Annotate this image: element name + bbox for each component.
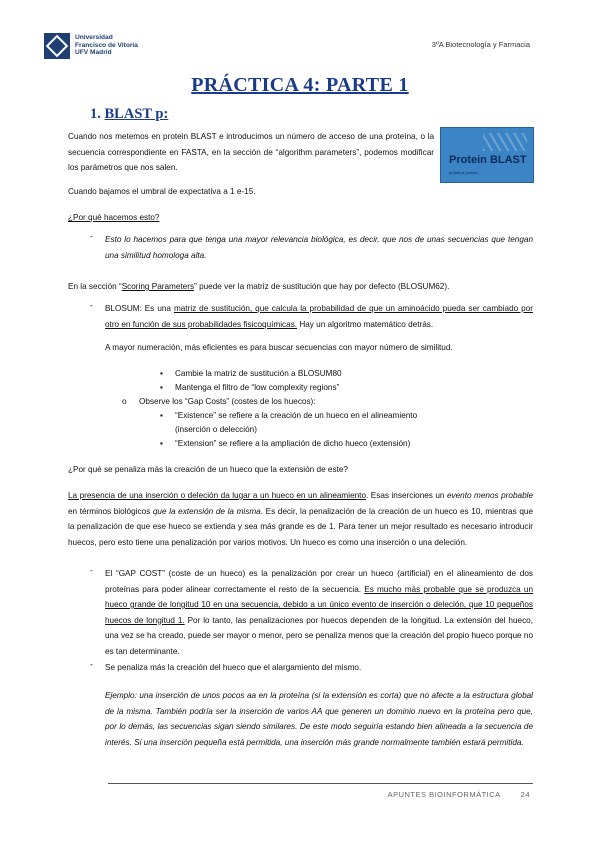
section-number: 1. (90, 106, 101, 122)
question-penalty: ¿Por qué se penaliza más la creación de un hueco que la extensión de este? (68, 465, 348, 474)
list-item: (inserción o delección) (175, 425, 257, 434)
list-item: Mantenga el filtro de “low complexity regions” (175, 383, 340, 392)
protein-blast-sublabel: protein ▸ protein (449, 170, 478, 175)
example-paragraph: Ejemplo: una inserción de unos pocos aa en la proteína (si la extensión es corta) que no afecte a la estructura global de la misma. También podría ser la inserción de varios AA que generen un dominio nuevo en la proteína pero que, por lo demás, las secuencias sigan siendo similares. De este modo seguiría estando bien alineada a la secuencia de interés. Si una inserción pequeña está permitida, una inserción más grande normalmente también estará permitida. (105, 691, 533, 747)
gap-cost-paragraph (105, 566, 533, 659)
logo-emblem-icon (44, 33, 70, 59)
square-bullet: ▪ (160, 439, 163, 448)
blosum-post: Hay un algoritmo matemático detrás. (297, 319, 434, 329)
bullet-dash: - (90, 232, 93, 241)
penalty-answer (68, 488, 533, 550)
logo-line-1: Universidad (75, 34, 113, 41)
list-item: Observe los “Gap Costs” (costes de los huecos): (139, 397, 316, 406)
blosum-paragraph (105, 301, 533, 332)
university-logo (44, 33, 159, 63)
blosum-pre: BLOSUM: Es una (105, 304, 174, 313)
gap-summary: Se penaliza más la creación del hueco que el alargamiento del mismo. (105, 663, 362, 672)
blosum-note: A mayor numeración, más eficientes es para buscar secuencias con mayor número de similitud. (105, 343, 453, 352)
logo-text (75, 34, 138, 57)
circle-bullet: o (122, 397, 127, 406)
scoring-pre: En la sección “ (68, 282, 122, 291)
bullet-dash: - (90, 566, 93, 575)
list-item: “Existence” se refiere a la creación de un hueco en el alineamiento (175, 411, 418, 420)
list-item: “Extension” se refiere a la ampliación de dicho hueco (extensión) (175, 439, 411, 448)
scoring-link: Scoring Parameters (121, 282, 195, 291)
gap-text: Por lo tanto, las penalizaciones por huecos dependen de la longitud. La extensión del hueco, una vez se ha creado, puede ser mayor o menor, pero se penaliza menos que la creación del propio hueco porque no es tan determinante. (105, 615, 533, 656)
square-bullet: ▪ (160, 411, 163, 420)
bullet-dash: - (90, 301, 93, 310)
answer-text: . Es decir, la penalización de la creación de un hueco es 10, mientras que la penalización de que ese hueco se extienda y sea más grande es de 1. Para tener un mejor resultado es necesario introducir huecos, pero esto tiene una penalización por varios motivos. Un hueco es como una inserción o una deleción. (68, 506, 533, 547)
square-bullet: ▪ (160, 369, 163, 378)
answer-text: . Esas inserciones un (366, 491, 447, 500)
footer (388, 790, 530, 799)
footer-label: APUNTES BIOINFORMÁTICA (387, 790, 501, 799)
protein-blast-image (440, 127, 534, 183)
scoring-paragraph (68, 279, 538, 295)
hexagon-pattern-icon (483, 133, 527, 151)
list-item: Cambie la matriz de sustitución a BLOSUM80 (175, 369, 342, 378)
gap-underline: Es mucho más probable que se produzca un hueco grande de longitud 10 en una secuencia, debido a un único evento de inserción o deleción, que 10 pequeños huecos de longitud 1. (105, 584, 534, 625)
question-why: ¿Por qué hacemos esto? (68, 213, 160, 222)
intro-paragraph: Cuando nos metemos en protein BLAST e introducimos un número de acceso de una proteína, o la secuencia correspondiente en FASTA, en la sección de “algorithm parameters”, podemos modificar los parámetros que nos salen. (68, 132, 434, 172)
answer-italic: que la extensión de la misma (152, 506, 261, 516)
section-title: BLAST p: (104, 106, 169, 122)
bullet-dash: - (90, 660, 93, 669)
page-number: 24 (520, 790, 530, 799)
gap-text: El “GAP COST” (coste de un hueco) es la penalización por crear un hueco (artificial) en el alineamiento de dos proteínas para poder alinear correctamente el resto de la secuencia. (105, 569, 533, 594)
answer-text: en términos biológicos (68, 506, 153, 516)
section-heading (90, 106, 168, 123)
blosum-definition: matriz de sustitución, que calcula la probabilidad de que un aminoácido pueda ser cambiado por otro en función de sus probabilidades fisicoquímicas. (105, 304, 533, 329)
page-title: PRÁCTICA 4: PARTE 1 (191, 74, 409, 96)
threshold-paragraph: Cuando bajamos el umbral de expectativa a 1 e-15. (68, 187, 256, 196)
answer-why: Esto lo hacemos para que tenga una mayor relevancia biológica, es decir, que nos de unas secuencias que tengan una similitud homologa alta. (105, 235, 533, 260)
course-header: 3ºA Biotecnología y Farmacia (431, 40, 530, 49)
answer-underline: La presencia de una inserción o deleción da lugar a un hueco en un alineamiento (68, 491, 367, 500)
protein-blast-label: Protein BLAST (449, 154, 527, 166)
logo-line-3: UFV Madrid (75, 49, 112, 57)
scoring-post: ” puede ver la matriz de sustitución que hay por defecto (BLOSUM62). (194, 282, 450, 291)
answer-italic: evento menos probable (446, 491, 533, 500)
footer-divider (108, 783, 533, 784)
logo-line-2: Francisco de Vitoria (75, 41, 138, 49)
square-bullet: ▪ (160, 383, 163, 392)
